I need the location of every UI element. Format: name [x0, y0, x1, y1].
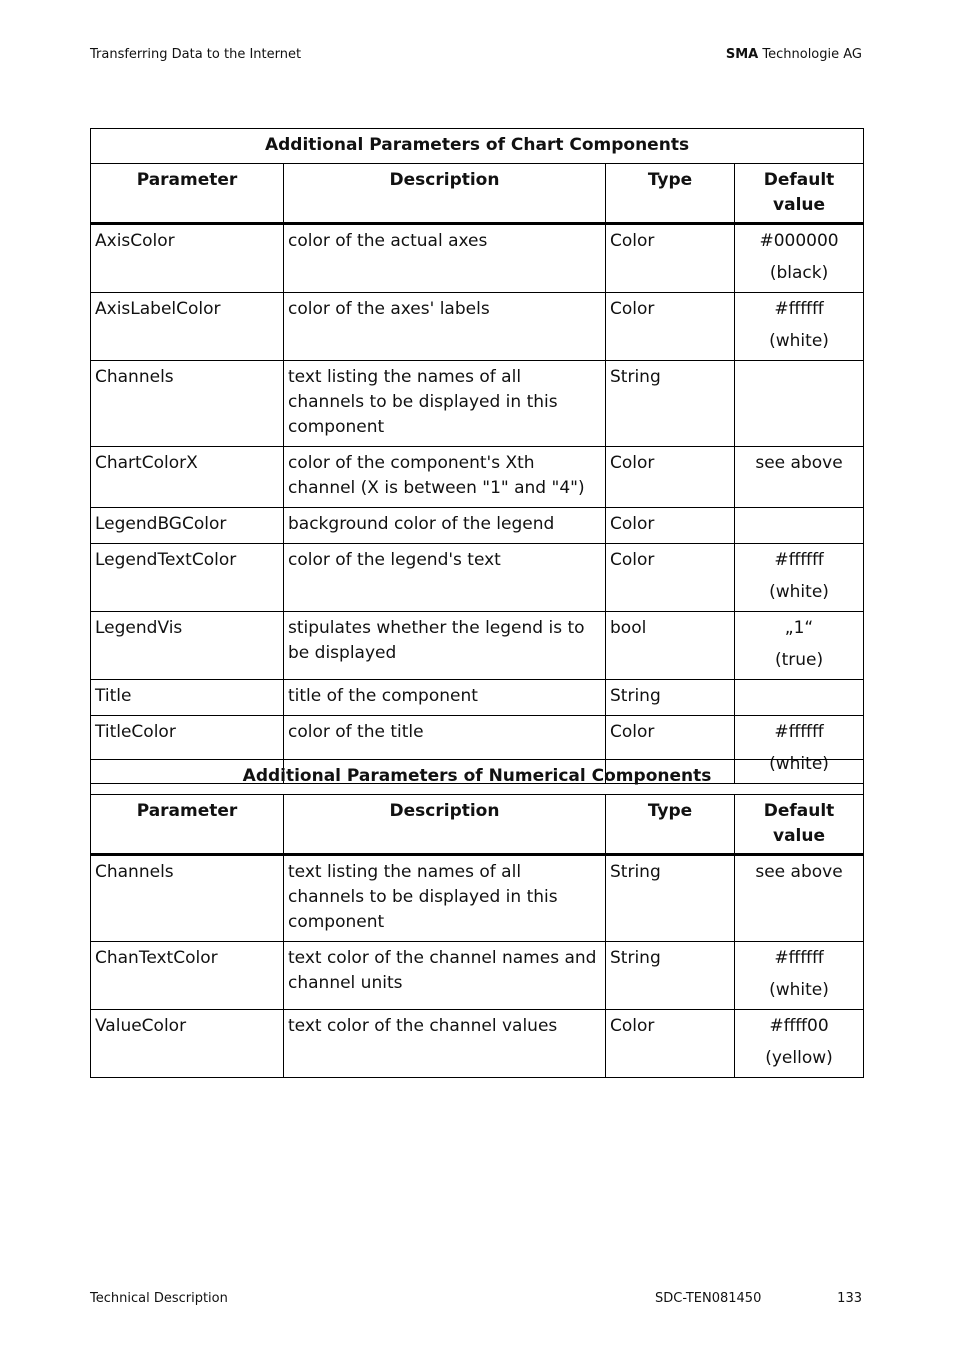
table-row	[91, 680, 864, 716]
type-cell: Color	[606, 544, 735, 612]
column-header-type: Type	[606, 164, 735, 224]
type-cell: Color	[606, 508, 735, 544]
description-cell: color of the component's Xth channel (X is between "1" and "4")	[284, 447, 606, 508]
type-cell: Color	[606, 224, 735, 293]
table-caption: Additional Parameters of Numerical Components	[91, 760, 864, 795]
running-header-title: Transferring Data to the Internet	[90, 47, 302, 62]
type-cell: String	[606, 942, 735, 1010]
table-row	[91, 1010, 864, 1078]
parameter-cell: LegendTextColor	[91, 544, 284, 612]
column-header-parameter: Parameter	[91, 164, 284, 224]
parameter-cell: AxisLabelColor	[91, 293, 284, 361]
type-cell: bool	[606, 612, 735, 680]
parameter-cell: Channels	[91, 361, 284, 447]
page-number: 133	[837, 1291, 862, 1306]
default-value-cell	[735, 855, 864, 942]
table-row	[91, 612, 864, 680]
default-value-note: (white)	[769, 331, 829, 351]
column-header-type: Type	[606, 795, 735, 855]
type-cell: Color	[606, 293, 735, 361]
default-value: see above	[755, 453, 843, 473]
default-value-cell	[735, 361, 864, 447]
default-value-note: (white)	[769, 980, 829, 1000]
column-header-parameter: Parameter	[91, 795, 284, 855]
description-cell: color of the actual axes	[284, 224, 606, 293]
default-value-cell	[735, 612, 864, 680]
type-cell: String	[606, 361, 735, 447]
table-row	[91, 447, 864, 508]
default-value: #ffff00	[769, 1016, 829, 1036]
type-cell: String	[606, 855, 735, 942]
table-caption: Additional Parameters of Chart Components	[91, 129, 864, 164]
running-header-company	[726, 47, 862, 62]
default-value: #ffffff	[774, 550, 824, 570]
default-value: #ffffff	[774, 722, 824, 742]
default-value-note: (white)	[769, 582, 829, 602]
type-cell: Color	[606, 1010, 735, 1078]
description-cell: title of the component	[284, 680, 606, 716]
default-value: #000000	[759, 231, 839, 251]
description-cell: stipulates whether the legend is to be displayed	[284, 612, 606, 680]
parameter-cell: ChanTextColor	[91, 942, 284, 1010]
table-row	[91, 942, 864, 1010]
column-header-default: Default value	[735, 795, 864, 855]
parameter-cell: ChartColorX	[91, 447, 284, 508]
table-row	[91, 544, 864, 612]
chart-table-body	[91, 224, 864, 784]
footer-document-type: Technical Description	[90, 1291, 228, 1306]
column-header-default: Default value	[735, 164, 864, 224]
company-suffix: Technologie AG	[758, 47, 862, 62]
table-row	[91, 855, 864, 942]
description-cell: text listing the names of all channels to be displayed in this component	[284, 855, 606, 942]
type-cell: String	[606, 680, 735, 716]
default-value: #ffffff	[774, 299, 824, 319]
type-cell: Color	[606, 716, 735, 784]
footer-document-code: SDC-TEN081450	[655, 1291, 762, 1306]
default-value: „1“	[784, 618, 814, 638]
default-value: see above	[755, 862, 843, 882]
parameter-cell: LegendBGColor	[91, 508, 284, 544]
default-value-cell	[735, 1010, 864, 1078]
brand-name: SMA	[725, 47, 759, 62]
default-value-cell	[735, 680, 864, 716]
default-value-note: (white)	[769, 754, 829, 774]
default-value-note: (yellow)	[765, 1048, 833, 1068]
default-value-cell	[735, 942, 864, 1010]
parameter-cell: AxisColor	[91, 224, 284, 293]
description-cell: text listing the names of all channels to be displayed in this component	[284, 361, 606, 447]
chart-parameters-table	[90, 128, 864, 784]
parameter-cell: Channels	[91, 855, 284, 942]
table-row	[91, 293, 864, 361]
numerical-parameters-table	[90, 759, 864, 1078]
table-row	[91, 224, 864, 293]
description-cell: text color of the channel values	[284, 1010, 606, 1078]
table-row	[91, 508, 864, 544]
type-cell: Color	[606, 447, 735, 508]
table-row	[91, 361, 864, 447]
default-value-note: (true)	[774, 650, 824, 670]
parameter-cell: Title	[91, 680, 284, 716]
parameter-cell: LegendVis	[91, 612, 284, 680]
parameter-cell: TitleColor	[91, 716, 284, 784]
default-value-cell	[735, 447, 864, 508]
parameter-cell: ValueColor	[91, 1010, 284, 1078]
default-value-cell	[735, 508, 864, 544]
description-cell: color of the title	[284, 716, 606, 784]
default-value-note: (black)	[769, 263, 829, 283]
default-value-cell	[735, 544, 864, 612]
default-value-cell	[735, 293, 864, 361]
description-cell: color of the legend's text	[284, 544, 606, 612]
description-cell: background color of the legend	[284, 508, 606, 544]
default-value: #ffffff	[774, 948, 824, 968]
column-header-description: Description	[284, 795, 606, 855]
column-header-description: Description	[284, 164, 606, 224]
description-cell: color of the axes' labels	[284, 293, 606, 361]
numerical-table-body	[91, 855, 864, 1078]
description-cell: text color of the channel names and channel units	[284, 942, 606, 1010]
default-value-cell	[735, 224, 864, 293]
